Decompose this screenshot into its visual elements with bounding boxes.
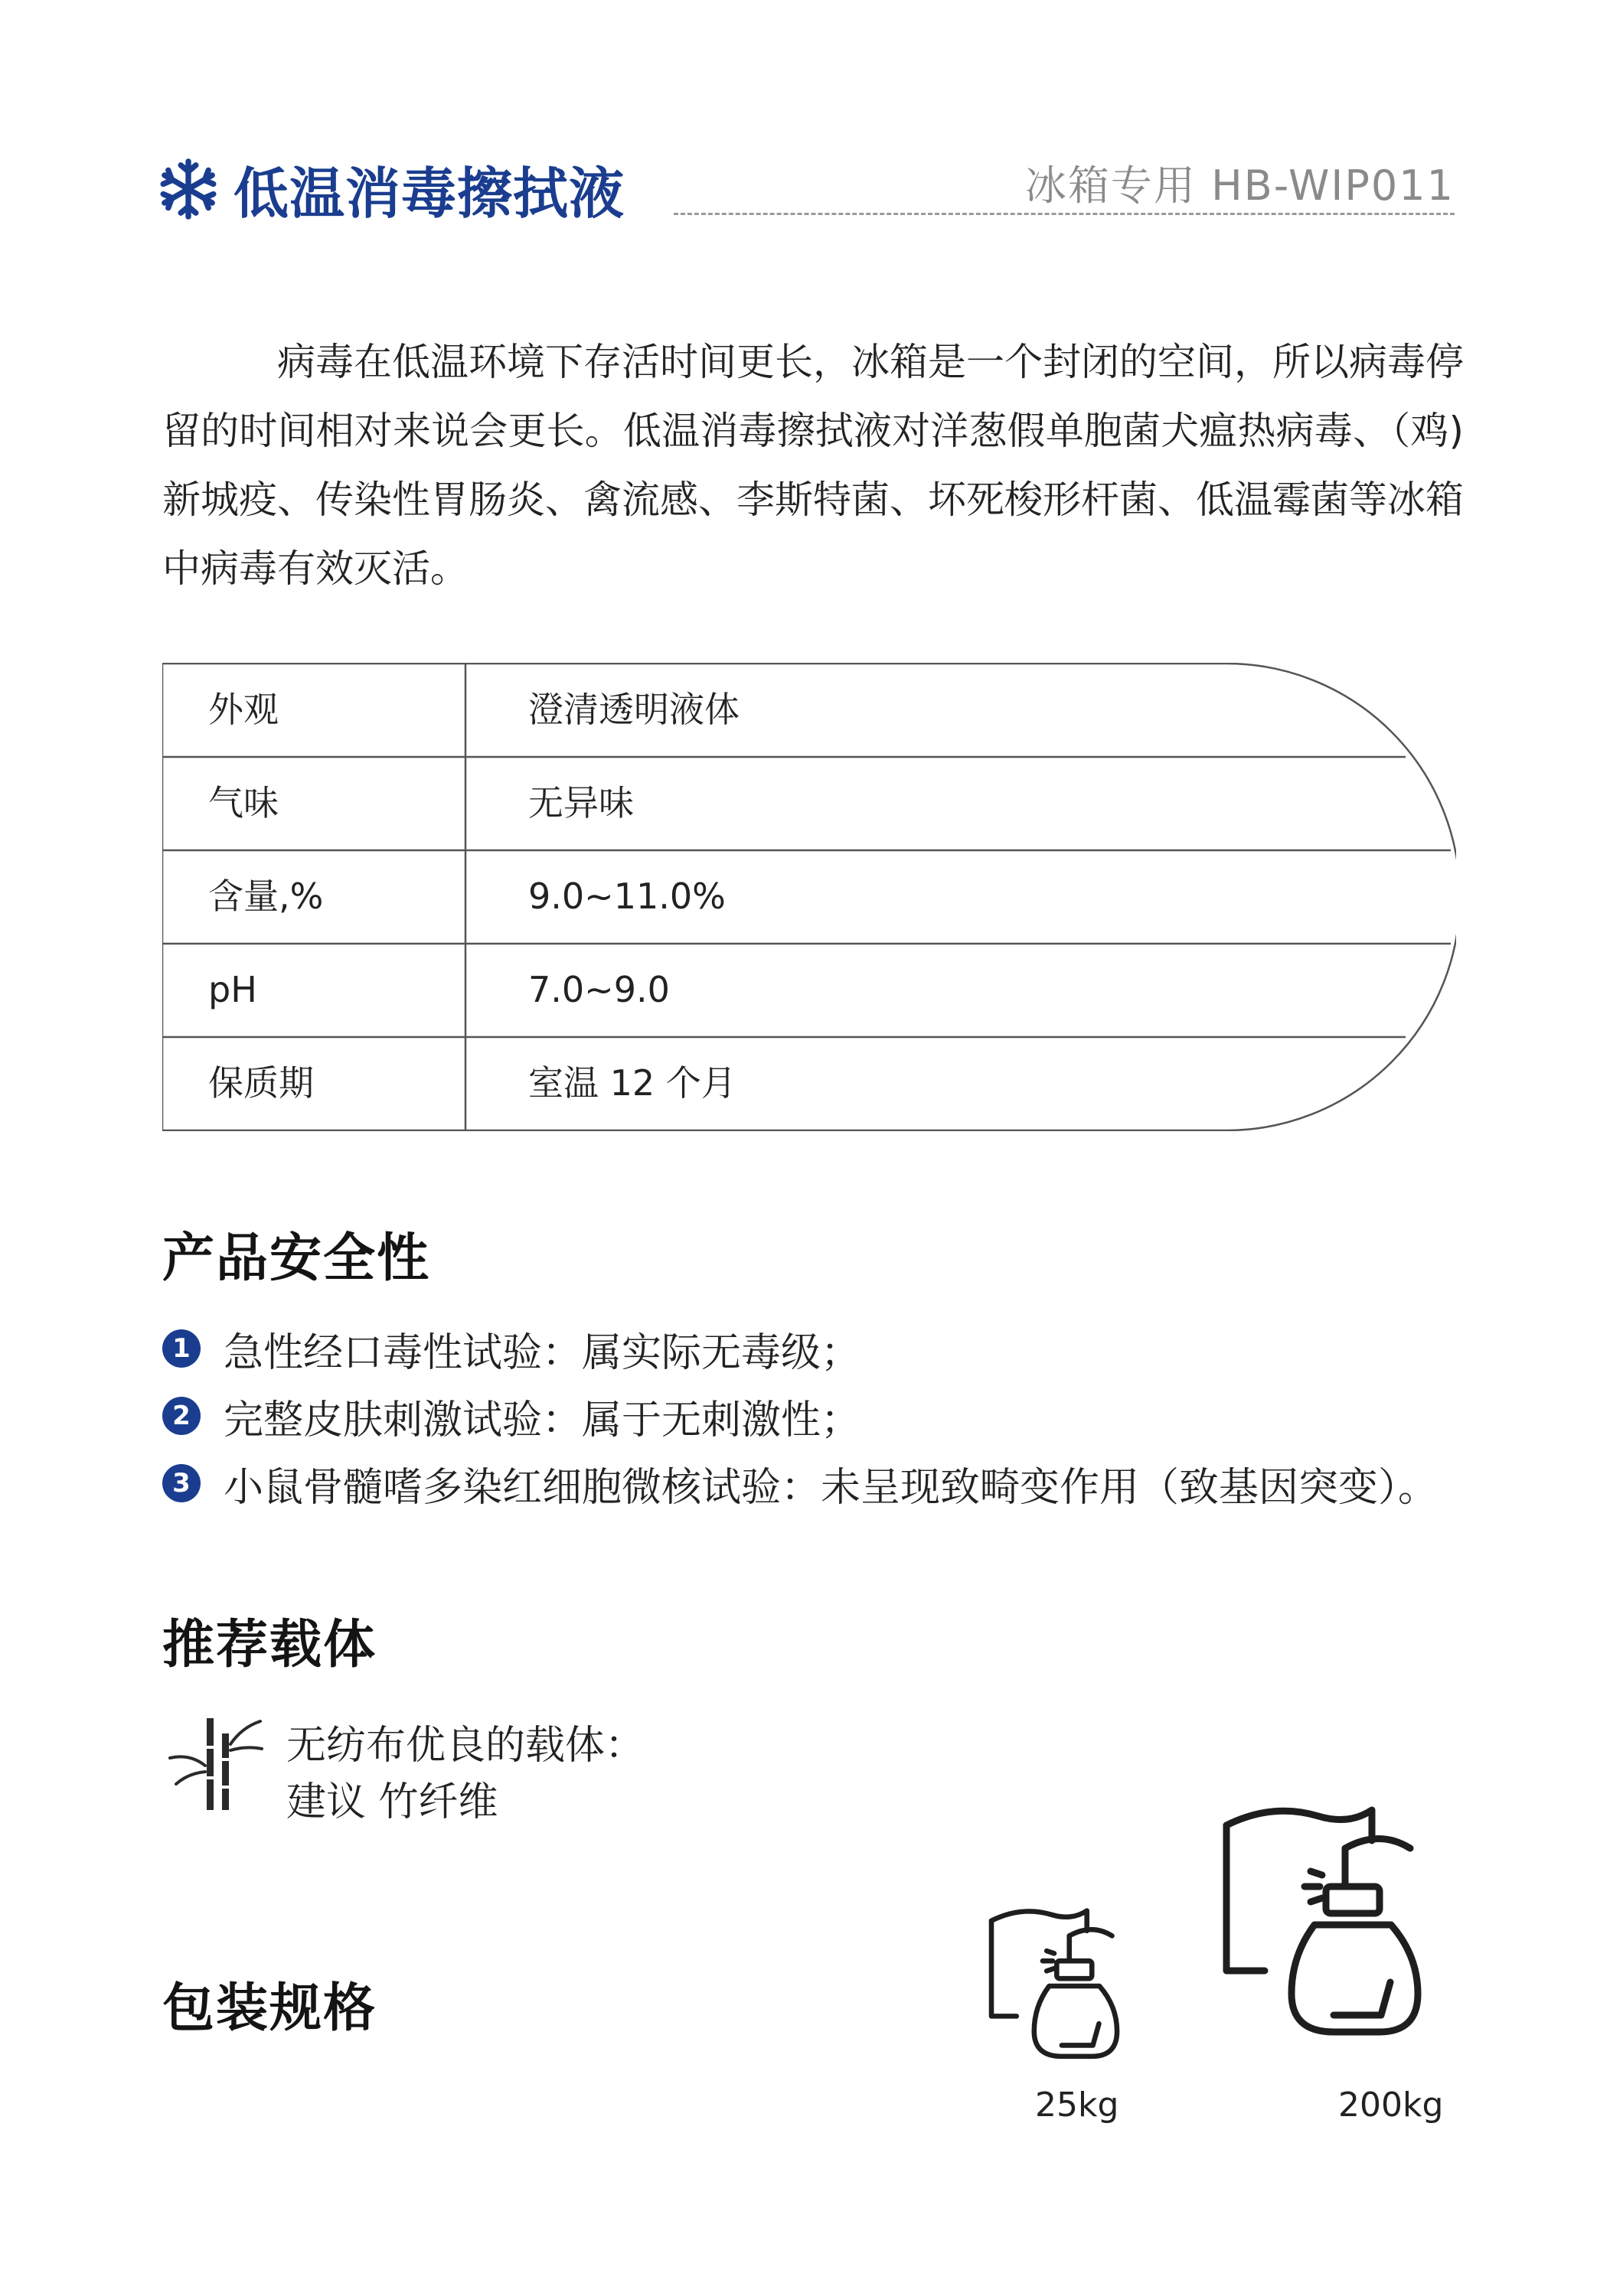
property-value: 澄清透明液体	[528, 689, 740, 730]
list-item	[162, 1453, 1438, 1514]
model-subtitle: 冰箱专用 HB-WIP011	[1024, 161, 1455, 210]
property-table	[162, 663, 1456, 1131]
list-item	[162, 1385, 860, 1446]
package-size-label: 25kg	[1035, 2086, 1119, 2125]
property-name: 保质期	[208, 1062, 314, 1104]
bamboo-icon	[162, 1711, 269, 1818]
property-name: 气味	[208, 782, 279, 823]
carrier-text-line1: 无纺布优良的载体：	[286, 1723, 645, 1769]
number-badge: 1	[162, 1329, 201, 1368]
safety-heading: 产品安全性	[162, 1228, 431, 1289]
list-item-text: 急性经口毒性试验：属实际无毒级；	[224, 1329, 861, 1376]
carrier-text-line2: 建议 竹纤维	[286, 1779, 498, 1825]
property-name: 外观	[208, 689, 279, 730]
number-badge: 2	[162, 1397, 201, 1435]
package-size-label: 200kg	[1338, 2086, 1444, 2125]
spray-bottle-icon	[1219, 1802, 1479, 2047]
table-row	[162, 943, 1456, 1036]
list-item-text: 小鼠骨髓嗜多染红细胞微核试验：未呈现致畸变作用（致基因突变）。	[224, 1464, 1438, 1511]
number-badge: 3	[162, 1464, 201, 1502]
list-item-text: 完整皮肤刺激试验：属于无刺激性；	[224, 1397, 861, 1443]
spray-bottle-icon	[972, 1906, 1171, 2066]
property-value: 7.0~9.0	[528, 969, 670, 1010]
property-value: 室温 12 个月	[528, 1062, 736, 1104]
property-name: pH	[208, 969, 257, 1010]
header-title-group	[157, 147, 625, 231]
package-heading: 包装规格	[162, 1978, 377, 2039]
page-title: 低温消毒擦拭液	[233, 161, 625, 226]
snowflake-icon	[157, 158, 220, 220]
table-row	[162, 756, 1456, 850]
table-row	[162, 1036, 1456, 1130]
property-value: 9.0~11.0%	[528, 876, 726, 917]
intro-paragraph	[162, 328, 1464, 603]
intro-text: 病毒在低温环境下存活时间更长，冰箱是一个封闭的空间，所以病毒停留的时间相对来说会更长。低温消毒擦拭液对洋葱假单胞菌犬瘟热病毒、（鸡)新城疫、传染性胃肠炎、禽流感、李斯特菌、坏死梭形杆菌、低温霉菌等冰箱中病毒有效灭活。	[162, 340, 1464, 591]
carrier-heading: 推荐载体	[162, 1615, 377, 1675]
table-row	[162, 850, 1456, 943]
property-name: 含量,%	[208, 876, 324, 917]
table-row	[162, 663, 1456, 756]
property-value: 无异味	[528, 782, 634, 823]
header-divider	[674, 213, 1455, 215]
list-item	[162, 1318, 860, 1379]
